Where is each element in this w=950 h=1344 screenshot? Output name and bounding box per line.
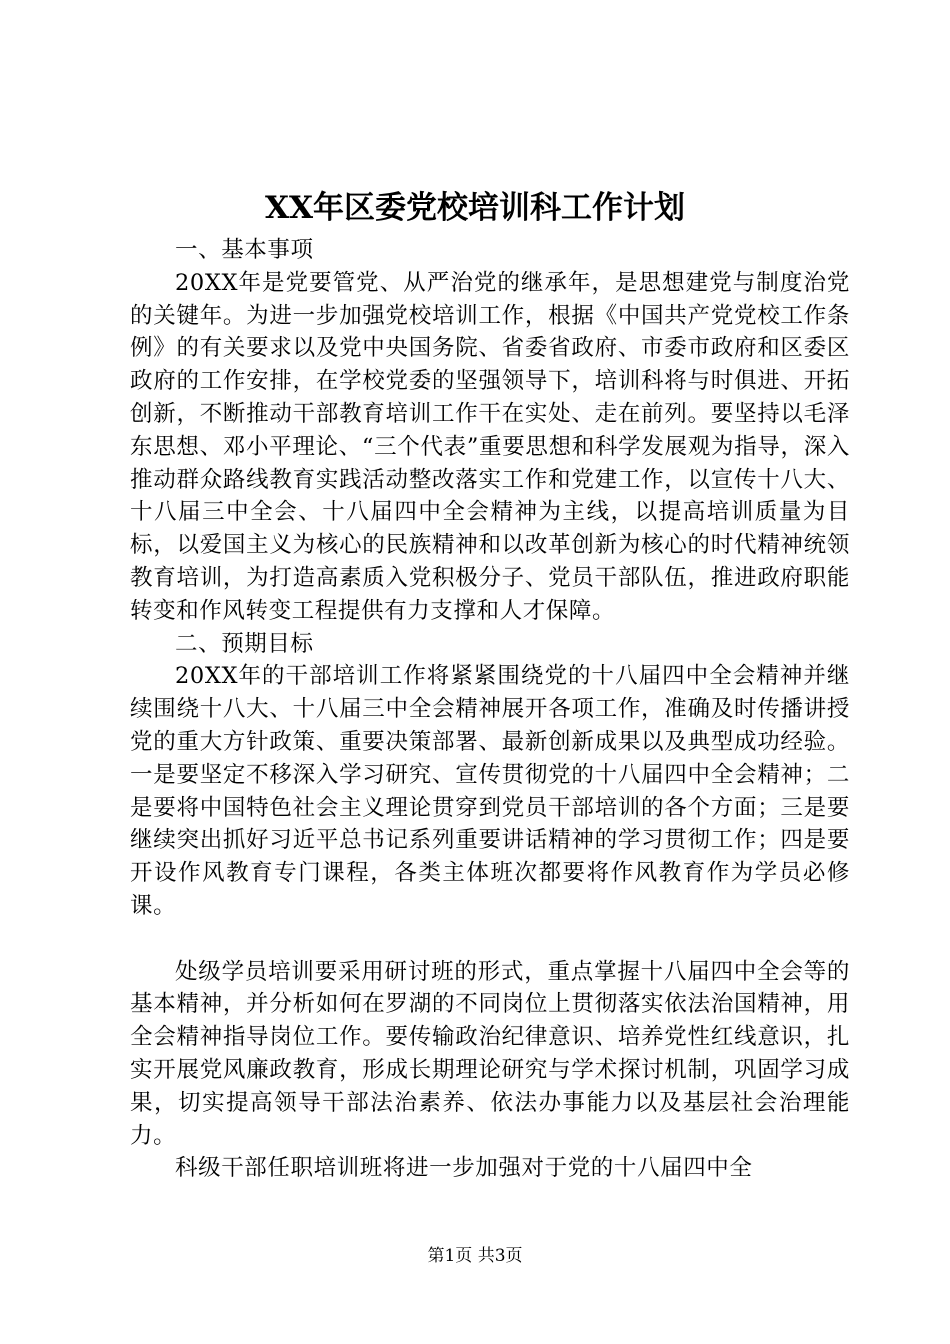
page-number-footer: 第1页 共3页 bbox=[427, 1246, 523, 1266]
section-heading-basic-matters: 一、基本事项 bbox=[175, 237, 314, 263]
paragraph-division-level-training: 处级学员培训要采用研讨班的形式，重点掌握十八届四中全会等的基本精神，并分析如何在罗湖的不同岗位上贯彻落实依法治国精神，用全会精神指导岗位工作。要传输政治纪律意识、培养党性红线意识，扎实开展党风廉政教育，形成长期理论研究与学术探讨机制，巩固学习成果，切实提高领导干部法治素养、依法办事能力以及基层社会治理能力。 bbox=[130, 958, 850, 1149]
paragraph-basic-matters: 20XX年是党要管党、从严治党的继承年，是思想建党与制度治党的关键年。为进一步加强党校培训工作，根据《中国共产党党校工作条例》的有关要求以及党中央国务院、省委省政府、市委市政府和区委区政府的工作安排，在学校党委的坚强领导下，培训科将与时俱进、开拓创新，不断推动干部教育培训工作干在实处、走在前列。要坚持以毛泽东思想、邓小平理论、“三个代表”重要思想和科学发展观为指导，深入推动群众路线教育实践活动整改落实工作和党建工作，以宣传十八大、十八届三中全会、十八届四中全会精神为主线，以提高培训质量为目标，以爱国主义为核心的民族精神和以改革创新为核心的时代精神统领教育培训，为打造高素质入党积极分子、党员干部队伍，推进政府职能转变和作风转变工程提供有力支撑和人才保障。 bbox=[130, 269, 850, 624]
document-title: XX年区委党校培训科工作计划 bbox=[264, 190, 686, 226]
section-heading-expected-goals: 二、预期目标 bbox=[175, 630, 314, 657]
paragraph-section-level-training: 科级干部任职培训班将进一步加强对于党的十八届四中全 bbox=[175, 1155, 753, 1182]
document-body bbox=[130, 234, 850, 1185]
paragraph-expected-goals: 20XX年的干部培训工作将紧紧围绕党的十八届四中全会精神并继续围绕十八大、十八届三中全会精神展开各项工作，准确及时传播讲授党的重大方针政策、重要决策部署、最新创新成果以及典型成功经验。一是要坚定不移深入学习研究、宣传贯彻党的十八届四中全会精神；二是要将中国特色社会主义理论贯穿到党员干部培训的各个方面；三是要继续突出抓好习近平总书记系列重要讲话精神的学习贯彻工作；四是要开设作风教育专门课程，各类主体班次都要将作风教育作为学员必修课。 bbox=[130, 663, 850, 919]
